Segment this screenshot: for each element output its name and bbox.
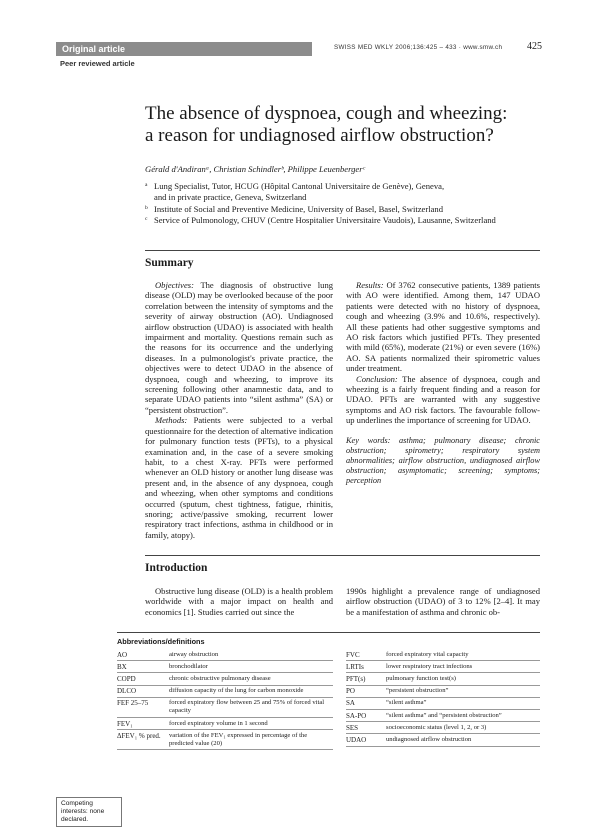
abbreviation-row — [117, 717, 333, 729]
abbreviation-definition: forced expiratory volume in 1 second — [169, 717, 333, 729]
affiliation-text: Institute of Social and Preventive Medicine, University of Basel, Basel, Switzerland — [154, 203, 444, 214]
affiliation-mark: b — [145, 204, 148, 211]
affiliation-mark: c — [145, 215, 148, 222]
abbreviation-row — [346, 722, 540, 734]
conclusion-paragraph — [346, 374, 540, 426]
author-list: Gérald d'Andiranᵃ, Christian Schindlerᵇ, Philippe Leuenbergerᶜ — [145, 164, 365, 174]
abbreviation-definition: socioeconomic status (level 1, 2, or 3) — [386, 722, 540, 734]
abbreviations-table-right — [346, 649, 540, 747]
abbreviation-term: LRTIs — [346, 661, 386, 673]
abbreviation-definition: airway obstruction — [169, 649, 333, 661]
abbreviation-term: BX — [117, 661, 169, 673]
abbreviations-title: Abbreviations/definitions — [117, 637, 205, 646]
abbreviation-term: PFT(s) — [346, 673, 386, 685]
abbreviation-row — [346, 709, 540, 721]
abbreviation-term: AO — [117, 649, 169, 661]
results-text: Of 3762 consecutive patients, 1389 patients with AO were identified. Among them, 147 UDAO patients were detected with no history of dyspnoea, cough and wheezing (3.9% and 10.6%, respectively). All these patients had other suggestive symptoms and AO risk factors which justified PFTs. They presented with mild (65%), moderate (21%) or even severe (16%) AO. SA patients normalized their spirometric values under treatment. — [346, 280, 540, 374]
results-label: Results: — [356, 280, 384, 290]
summary-right-column — [346, 280, 540, 486]
affiliation-b — [145, 204, 555, 215]
abbreviation-term: COPD — [117, 673, 169, 685]
abbreviation-definition: pulmonary function test(s) — [386, 673, 540, 685]
affiliation-text: Lung Specialist, Tutor, HCUG (Hôpital Cantonal Universitaire de Genève), Geneva, — [154, 181, 445, 191]
article-title — [145, 103, 555, 147]
abbreviation-row — [117, 730, 333, 750]
abbreviation-definition: “silent asthma” — [386, 697, 540, 709]
summary-rule — [145, 250, 540, 251]
abbreviation-definition: lower respiratory tract infections — [386, 661, 540, 673]
abbreviation-row — [117, 649, 333, 661]
abbreviation-row — [117, 697, 333, 717]
introduction-rule — [145, 555, 540, 556]
conclusion-label: Conclusion: — [356, 373, 398, 384]
abbreviation-row — [117, 673, 333, 685]
summary-left-column — [145, 280, 333, 540]
journal-citation: SWISS MED WKLY 2006;136:425 – 433 · www.smw.ch — [334, 44, 503, 51]
abbreviations-rule — [117, 632, 540, 633]
abbreviation-definition: forced expiratory flow between 25 and 75% of forced vital capacity — [169, 697, 333, 717]
introduction-left-column — [145, 586, 333, 617]
results-paragraph — [346, 280, 540, 374]
abbreviation-row — [346, 685, 540, 697]
conclusion-text: The absence of dyspnoea, cough and wheezing is a fairly frequent finding and a reason for UDAO. PFTs are warranted with any suggestive symptoms and AO risk factors. The favourable follow-up underlines the importance of screening for UDAO. — [346, 373, 540, 426]
abbreviation-definition: bronchodilator — [169, 661, 333, 673]
page-number: 425 — [527, 41, 542, 52]
abbreviations-table-left — [117, 649, 333, 750]
introduction-paragraph: Obstructive lung disease (OLD) is a health problem worldwide with a major impact on health and economics [1]. Studies carried out since the — [145, 586, 333, 617]
abbreviation-row — [117, 685, 333, 697]
objectives-text: The diagnosis of obstructive lung disease (OLD) may be overlooked because of the poor correlation between the intensity of symptoms and the severity of airway obstruction (AO). Undiagnosed airflow obstruction (UDAO) is associated with health impairment and mortality. Questions remain such as the reasons for its occurrence and the underlying diseases. In a pulmonologist's private practice, the objectives were to detect UDAO in the absence of dyspnoea, cough and wheezing, to improve its screening following other anamnestic data, and to separate UDAO patients into “silent asthma” (SA) or “persistent obstruction”. — [145, 280, 333, 415]
abbreviation-row — [346, 697, 540, 709]
keywords: Key words: asthma; pulmonary disease; chronic obstruction; spirometry; respiratory system abnormalities; airflow obstruction, undiagnosed airflow obstruction; asymptomatic; screening; symptoms; perception — [346, 435, 540, 485]
title-line-2: a reason for undiagnosed airflow obstruction? — [145, 125, 494, 146]
abbreviation-term: DLCO — [117, 685, 169, 697]
methods-paragraph — [145, 415, 333, 540]
abbreviation-definition: diffusion capacity of the lung for carbon monoxide — [169, 685, 333, 697]
abbreviation-definition: variation of the FEV₁ expressed in percentage of the predicted value (20) — [169, 730, 333, 750]
affiliation-c — [145, 215, 555, 226]
abbreviation-term: FEF 25–75 — [117, 697, 169, 717]
competing-interests-box: Competing interests: none declared. — [56, 797, 122, 827]
affiliation-text: and in private practice, Geneva, Switzerland — [154, 192, 307, 203]
abbreviation-definition: “silent asthma” and “persistent obstruction” — [386, 709, 540, 721]
abbreviation-term: PO — [346, 685, 386, 697]
summary-heading: Summary — [145, 257, 194, 269]
affiliation-mark: a — [145, 182, 148, 188]
affiliation-a — [145, 181, 555, 204]
affiliations — [145, 181, 555, 226]
abbreviation-row — [346, 673, 540, 685]
abbreviation-row — [346, 734, 540, 746]
abbreviation-row — [346, 661, 540, 673]
abbreviation-definition: forced expiratory vital capacity — [386, 649, 540, 661]
abbreviation-definition: chronic obstructive pulmonary disease — [169, 673, 333, 685]
introduction-paragraph-continued: 1990s highlight a prevalence range of undiagnosed airflow obstruction (UDAO) of 3 to 12% [2–4]. It may be a manifestation of asthma and chronic ob- — [346, 586, 540, 617]
introduction-right-column — [346, 586, 540, 617]
peer-reviewed-label: Peer reviewed article — [60, 59, 135, 68]
introduction-heading: Introduction — [145, 562, 208, 574]
abbreviation-term: FEV₁ — [117, 717, 169, 729]
title-line-1: The absence of dyspnoea, cough and wheezing: — [145, 103, 508, 124]
abbreviation-definition: undiagnosed airflow obstruction — [386, 734, 540, 746]
abbreviation-term: SA-PO — [346, 709, 386, 721]
abbreviation-term: ΔFEV₁ % pred. — [117, 730, 169, 750]
abbreviation-row — [117, 661, 333, 673]
abbreviation-term: SES — [346, 722, 386, 734]
methods-label: Methods: — [155, 415, 188, 426]
article-type-badge: Original article — [56, 42, 312, 56]
abbreviation-row — [346, 649, 540, 661]
objectives-label: Objectives: — [155, 280, 194, 290]
objectives-paragraph — [145, 280, 333, 415]
abbreviation-term: UDAO — [346, 734, 386, 746]
abbreviation-definition: “persistent obstruction” — [386, 685, 540, 697]
abbreviation-term: SA — [346, 697, 386, 709]
affiliation-text: Service of Pulmonology, CHUV (Centre Hospitalier Universitaire Vaudois), Lausanne, Switzerland — [154, 214, 496, 225]
abbreviation-term: FVC — [346, 649, 386, 661]
methods-text: Patients were subjected to a verbal questionnaire for the detection of alternative indication for pulmonary function tests (PFTs), to a physical examination and, in the case of a severe smoking habit, to a chest X-ray. PFTs were performed whenever an OLD history or another lung disease was present and, in the absence of any dyspnoea, cough and wheezing, when other symptoms and conditions occurred (sputum, chest tightness, fatigue, rhinitis, snoring; active/passive smoking, recurrent lower respiratory tract infections, asthma in childhood or in family, atopy). — [145, 415, 333, 540]
